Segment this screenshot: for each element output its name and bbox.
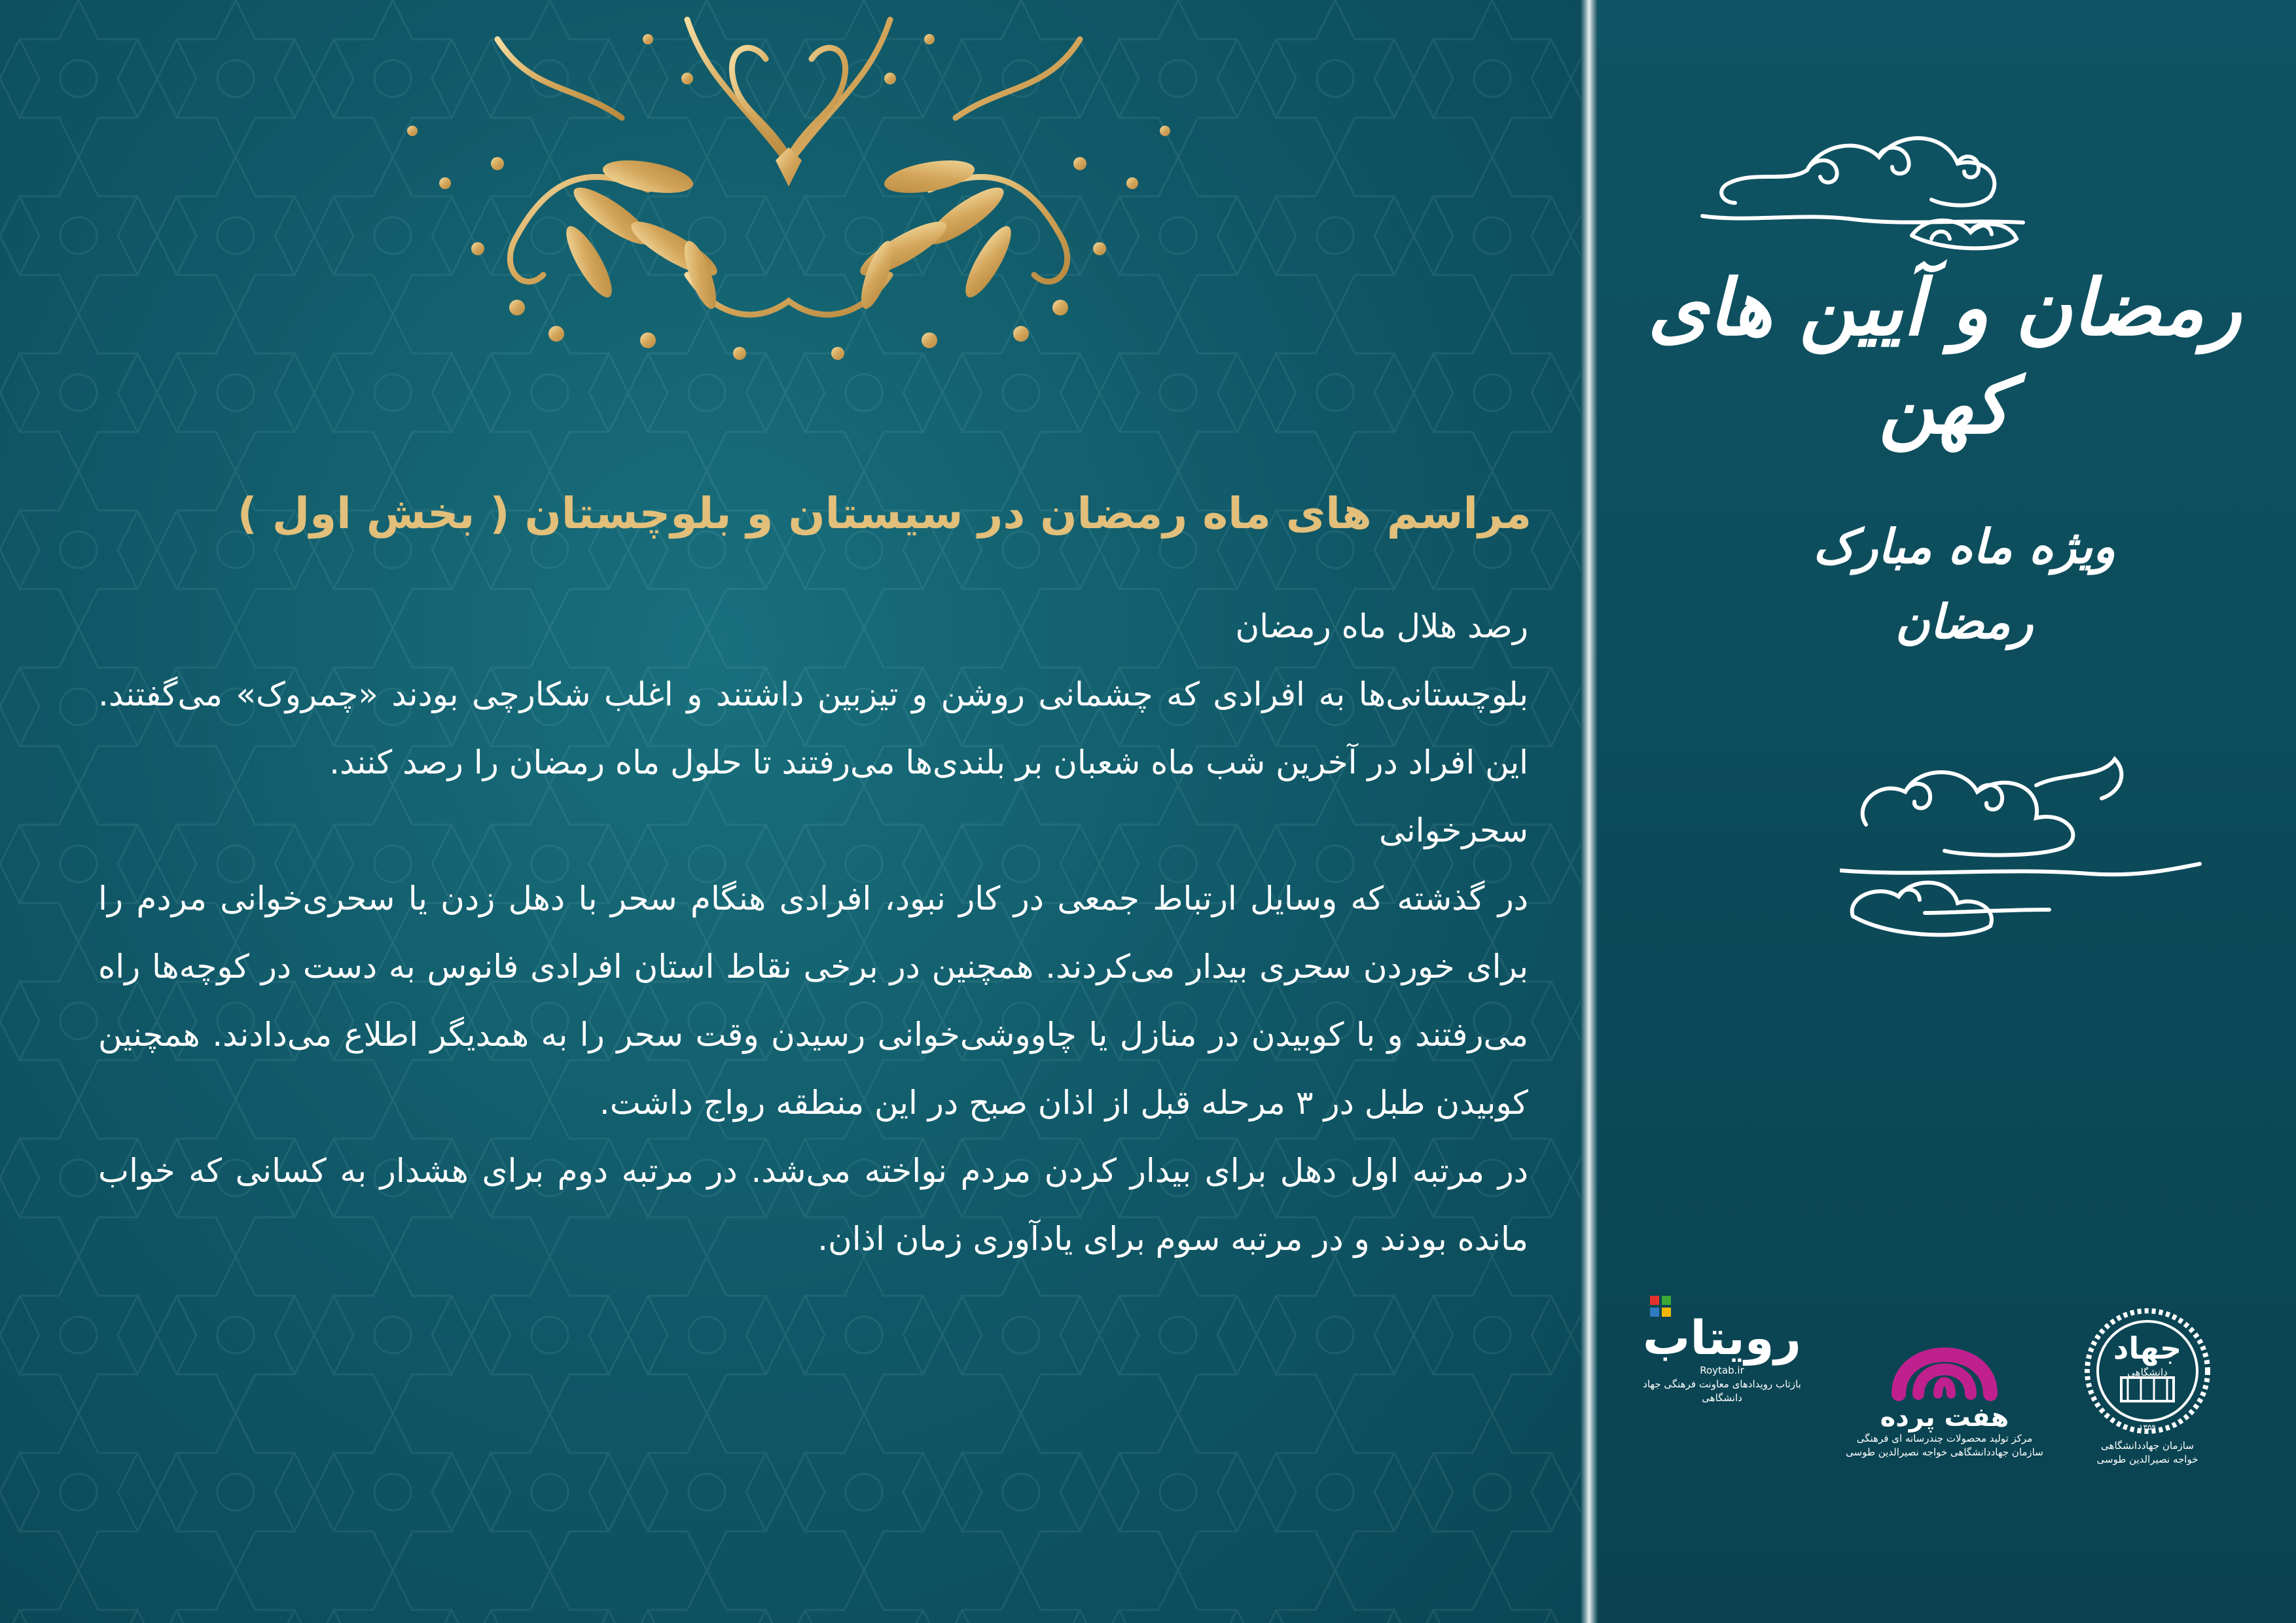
haftparde-caption-line2: سازمان جهاددانشگاهی خواجه نصیرالدین طوسی (1846, 1446, 2043, 1458)
poster-subtitle-line2: رمضان (1895, 594, 2034, 649)
poster-subtitle-line1: ویژه ماه مبارک (1812, 518, 2116, 574)
section-body-drum-stages: در مرتبه اول دهل برای بیدار کردن مردم نواخته می‌شد. در مرتبه دوم برای هشدار به کسانی که خواب مانده بودند و در مرتبه سوم برای یادآوری زمان اذان. (98, 1152, 1528, 1258)
jahad-daneshgahi-logo (2056, 1306, 2239, 1467)
title-sidebar (1598, 0, 2296, 1623)
haftparde-caption-line1: مرکز تولید محصولات چندرسانه ای فرهنگی (1856, 1433, 2033, 1444)
haftparde-wordmark: هفت پرده (1880, 1402, 2009, 1433)
jahad-caption-line2: خواجه نصیرالدین طوسی (2096, 1454, 2198, 1465)
section-body-sahar-khani: در گذشته که وسایل ارتباط جمعی در کار نبود، افرادی هنگام سحر با دهل زدن یا سحری‌خوانی مردم را برای خوردن سحری بیدار می‌کردند. همچنین در برخی نقاط استان افرادی فانوس به دست در کوچه‌ها راه می‌رفتند و با کوبیدن در منازل یا چاووشی‌خوانی رسیدن وقت سحر را به همدیگر اطلاع می‌دادند. همچنین کوبیدن طبل در ۳ مرحله قبل از اذان صبح در این منطقه رواج داشت. (98, 880, 1528, 1122)
panel-divider (1581, 0, 1598, 1623)
cloud-ornament-bottom (1840, 746, 2206, 955)
jahad-wordmark: جهاد (2113, 1330, 2182, 1366)
jahad-caption-line1: سازمان جهاددانشگاهی (2101, 1440, 2194, 1452)
roytab-wordmark: رویتاب (1642, 1310, 1801, 1365)
article-body (98, 592, 1528, 1273)
jahad-wordmark-2: دانشگاهی (2127, 1366, 2168, 1378)
section-body-moon-sighting: بلوچستانی‌ها به افرادی که چشمانی روشن و تیزبین داشتند و اغلب شکارچی بودند «چمروک» می‌گفتند. این افراد در آخرین شب ماه شعبان بر بلندی‌ها می‌رفتند تا حلول ماه رمضان را رصد کنند. (98, 675, 1528, 781)
section-title-sahar-khani: سحرخوانی (1379, 812, 1528, 849)
article-heading: مراسم های ماه رمضان در سیستان و بلوچستان ( بخش اول ) (237, 488, 1532, 539)
cloud-ornament-top (1696, 92, 2036, 262)
poster-title: رمضان و آیین های کهن (1647, 262, 2242, 451)
roytab-caption: بازتاب رویدادهای معاونت فرهنگی جهاد دانشگاهی (1643, 1378, 1801, 1404)
haftparde-logo-mark (1879, 1302, 2010, 1407)
section-title-moon-sighting: رصد هلال ماه رمضان (1235, 607, 1528, 645)
haftparde-logo (1833, 1302, 2056, 1459)
jahad-year: ۱۳۵۹ (2139, 1423, 2156, 1432)
roytab-logo (1624, 1283, 1820, 1405)
roytab-url: Roytab.ir (1700, 1364, 1744, 1376)
gold-mandala-ornament (281, 0, 1296, 373)
